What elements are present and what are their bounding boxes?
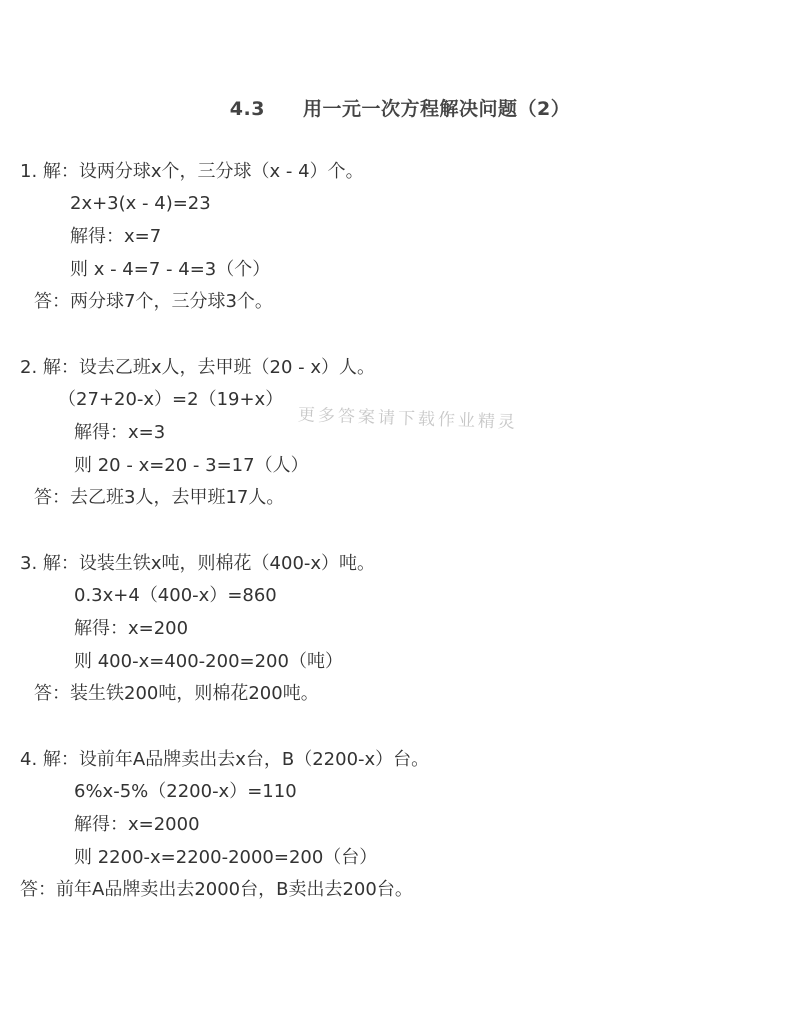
problem-4-answer: 答：前年A品牌卖出去2000台，B卖出去200台。: [20, 879, 413, 900]
problem-3-solution: 解得：x=200: [74, 618, 189, 639]
problem-2-solution: 解得：x=3: [74, 422, 166, 443]
problem-2-then: 则 20 - x=20 - 3=17（人）: [74, 455, 309, 476]
problem-1-solution: 解得：x=7: [70, 226, 162, 247]
section-number: 4.3: [229, 98, 265, 120]
problem-3-answer: 答：装生铁200吨，则棉花200吨。: [34, 683, 319, 704]
problem-3-equation: 0.3x+4（400-x）=860: [74, 585, 277, 606]
problem-1-equation: 2x+3(x - 4)=23: [70, 193, 211, 214]
problem-3-setup: 3. 解：设装生铁x吨，则棉花（400-x）吨。: [20, 553, 376, 574]
problem-4-solution: 解得：x=2000: [74, 814, 200, 835]
problem-4-then: 则 2200-x=2200-2000=200（台）: [74, 847, 378, 868]
problem-1-then: 则 x - 4=7 - 4=3（个）: [70, 259, 271, 280]
problem-2-equation: （27+20-x）=2（19+x）: [58, 389, 284, 410]
problem-4-setup: 4. 解：设前年A品牌卖出去x台，B（2200-x）台。: [20, 749, 430, 770]
problem-1-setup: 1. 解：设两分球x个，三分球（x - 4）个。: [20, 161, 364, 182]
problem-1-answer: 答：两分球7个，三分球3个。: [34, 291, 273, 312]
problem-2-setup: 2. 解：设去乙班x人，去甲班（20 - x）人。: [20, 357, 376, 378]
problem-3-then: 则 400-x=400-200=200（吨）: [74, 651, 343, 672]
section-title: 用一元一次方程解决问题（2）: [302, 98, 571, 120]
watermark: 更多答案请下载作业精灵: [297, 405, 519, 433]
problem-2-answer: 答：去乙班3人，去甲班17人。: [34, 487, 285, 508]
problem-4-equation: 6%x-5%（2200-x）=110: [74, 781, 297, 802]
page-title: [0, 94, 800, 121]
